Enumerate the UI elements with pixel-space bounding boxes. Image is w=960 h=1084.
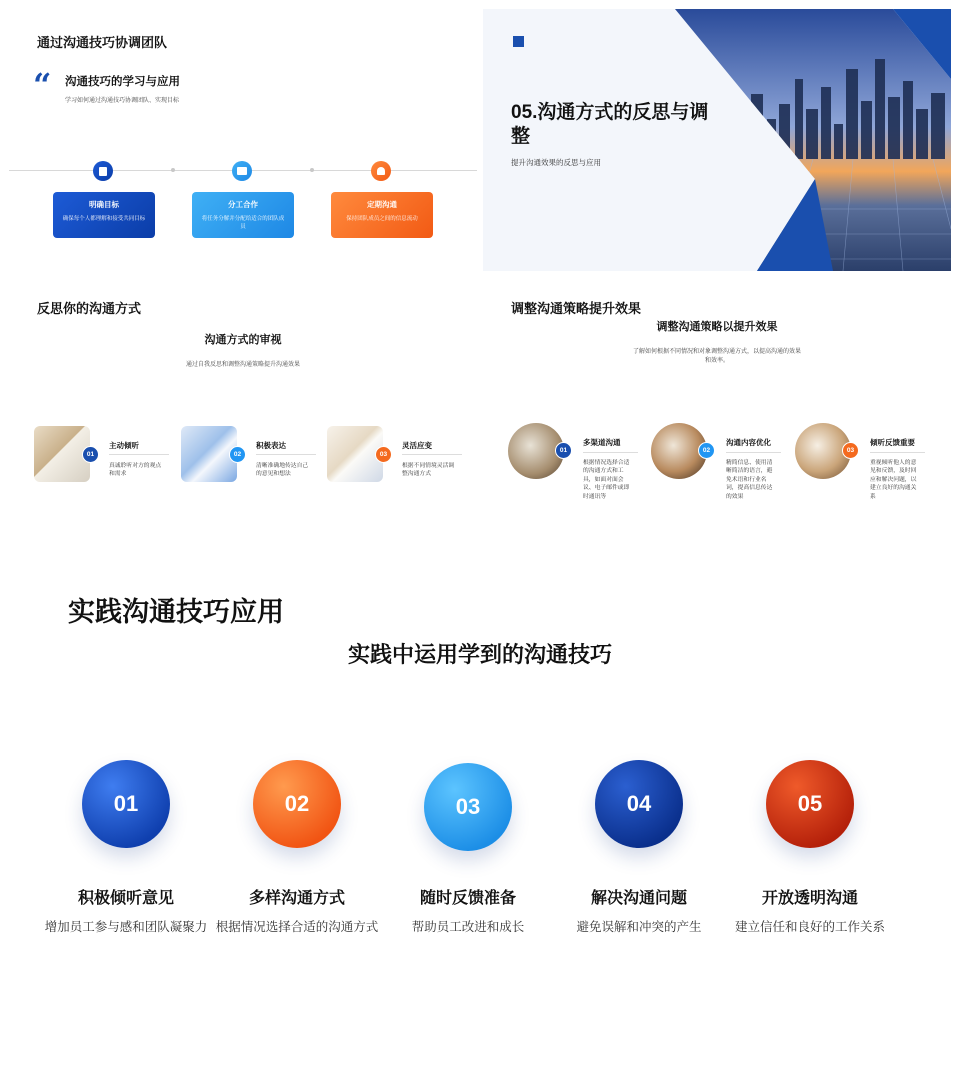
divider — [109, 454, 169, 455]
divider — [583, 452, 638, 453]
number-circle: 04 — [595, 760, 683, 848]
slide-description: 了解如何根据不同情况和对象调整沟通方式，以提高沟通的效果和效率。 — [633, 349, 802, 364]
slide-subtitle: 调整沟通策略以提升效果 — [656, 321, 778, 333]
number-circle: 02 — [253, 760, 341, 848]
accent-square — [513, 36, 524, 47]
list-item — [327, 426, 467, 486]
slide-title: 通过沟通技巧协调团队 — [37, 35, 168, 50]
number-badge: 01 — [82, 446, 99, 463]
slide-title: 调整沟通策略提升效果 — [511, 301, 642, 316]
item-title: 主动倾听 — [109, 441, 139, 450]
slide-reflect-communication[interactable] — [9, 286, 477, 548]
item-title: 多样沟通方式 — [248, 890, 345, 907]
document-icon — [93, 161, 113, 181]
quote-icon: “ — [33, 66, 52, 104]
item-title: 多渠道沟通 — [583, 438, 621, 447]
item-desc: 增加员工参与感和团队凝聚力 — [44, 920, 208, 934]
item-title: 倾听反馈重要 — [870, 438, 915, 447]
number-badge: 03 — [842, 442, 859, 459]
item-desc: 根据情况选择合适的沟通方式和工具，如面对面会议、电子邮件或即时通讯等 — [583, 460, 630, 500]
item-desc: 真诚聆听对方的观点和需求 — [109, 463, 162, 478]
slide-title: 反思你的沟通方式 — [37, 301, 142, 316]
list-item — [181, 426, 321, 486]
item-desc: 重视倾听他人的意见和反馈，及时回应和解决问题，以建立良好的沟通关系 — [870, 460, 917, 500]
slide-subtitle: 沟通方式的审视 — [204, 334, 282, 346]
item-title: 灵活应变 — [402, 441, 432, 450]
number-circle: 03 — [424, 763, 512, 851]
image-icon — [232, 161, 252, 181]
card-clear-goals — [53, 192, 155, 238]
item-desc: 避免误解和冲突的产生 — [576, 920, 702, 934]
item-title: 沟通内容优化 — [726, 438, 771, 447]
card-title: 明确目标 — [89, 200, 119, 209]
divider — [870, 452, 925, 453]
timeline-dot — [310, 168, 314, 172]
slide-subtitle: 沟通技巧的学习与应用 — [65, 76, 180, 88]
item-title: 积极表达 — [256, 441, 286, 450]
slide-section-05[interactable] — [483, 9, 951, 271]
section-subtitle: 提升沟通效果的反思与应用 — [511, 158, 601, 167]
section-title: 05.沟通方式的反思与调整 — [511, 102, 709, 147]
number-circle: 05 — [766, 760, 854, 848]
divider — [726, 452, 781, 453]
divider — [256, 454, 316, 455]
number-badge: 01 — [555, 442, 572, 459]
timeline-dot — [171, 168, 175, 172]
item-title: 随时反馈准备 — [419, 890, 516, 907]
number-circle: 01 — [82, 760, 170, 848]
list-item — [34, 426, 174, 486]
card-division-of-work — [192, 192, 294, 238]
slide-adjust-strategy[interactable] — [483, 286, 951, 548]
item-title: 积极倾听意见 — [77, 890, 174, 907]
item-desc: 根据情况选择合适的沟通方式 — [215, 920, 379, 934]
card-title: 定期沟通 — [367, 200, 397, 209]
number-badge: 02 — [698, 442, 715, 459]
number-badge: 02 — [229, 446, 246, 463]
bell-icon — [371, 161, 391, 181]
card-title: 分工合作 — [228, 200, 258, 209]
item-desc: 建立信任和良好的工作关系 — [734, 920, 885, 934]
slide-practice-skills[interactable] — [0, 560, 960, 1084]
item-desc: 根据不同情境灵活调整沟通方式 — [402, 463, 455, 478]
slide-description: 学习如何通过沟通技巧协调团队、实现目标 — [65, 98, 180, 104]
slide-team-communication[interactable] — [9, 9, 477, 271]
number-badge: 03 — [375, 446, 392, 463]
slide-title: 实践沟通技巧应用 — [68, 597, 284, 627]
item-title: 解决沟通问题 — [590, 890, 687, 907]
card-desc: 确保每个人都理解和接受共同目标 — [62, 216, 146, 222]
slide-subtitle: 实践中运用学到的沟通技巧 — [347, 642, 612, 667]
card-desc: 保持团队成员之间的信息流动 — [346, 216, 418, 222]
card-desc: 将任务分解并分配给适合的团队成员 — [201, 216, 285, 230]
item-desc: 清晰准确地传达自己的意见和想法 — [256, 463, 309, 478]
item-desc: 帮助员工改进和成长 — [411, 920, 525, 934]
card-regular-communication — [331, 192, 433, 238]
divider — [402, 454, 462, 455]
slide-description: 通过自我反思和调整沟通策略提升沟通效果 — [185, 362, 300, 368]
item-title: 开放透明沟通 — [761, 890, 858, 907]
item-desc: 精简信息、使用清晰简洁的语言，避免术语和行业名词，提高信息传达的效果 — [726, 460, 773, 500]
